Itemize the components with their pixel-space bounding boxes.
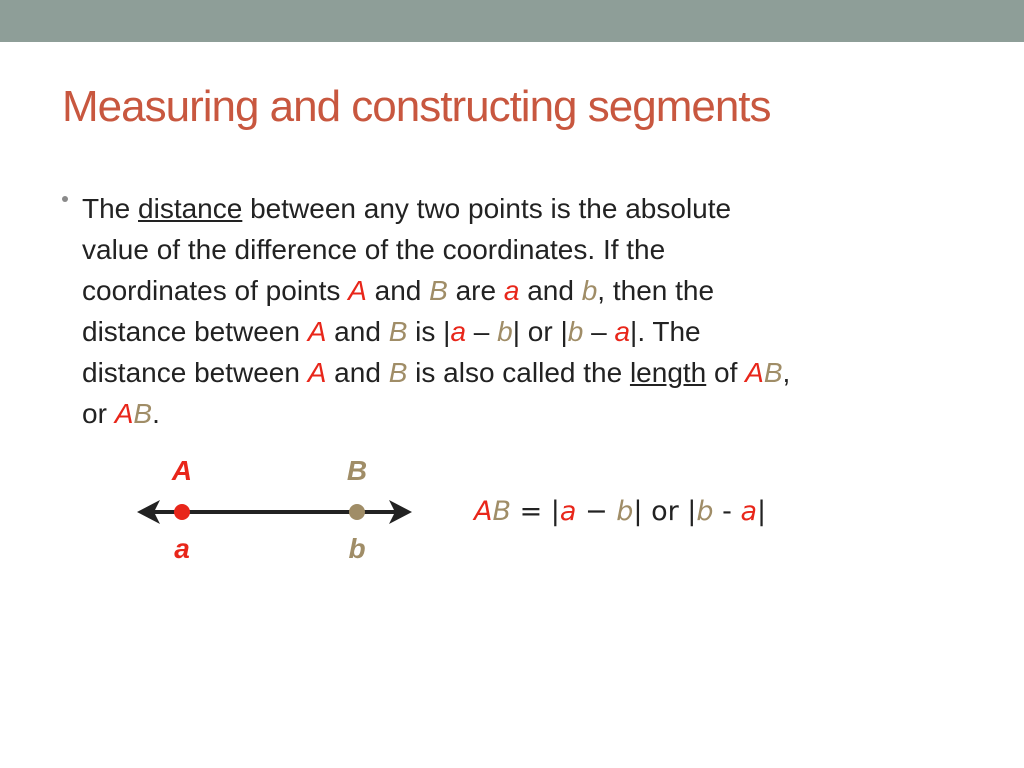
text-run: |. The: [630, 316, 701, 347]
text-run: value of the difference of the coordinates. If the: [82, 234, 666, 265]
text-run: is |: [407, 316, 451, 347]
text-run: –: [466, 316, 498, 347]
term-length: length: [629, 357, 707, 388]
coord-a-label: a: [174, 533, 190, 564]
var-coord-a: a: [503, 275, 520, 306]
text-run: distance between: [82, 357, 308, 388]
text-run: The: [82, 193, 139, 224]
term-distance: distance: [138, 193, 243, 224]
point-B-dot: [349, 504, 365, 520]
var-coord-a: a: [559, 496, 577, 527]
text-run: distance between: [82, 316, 308, 347]
var-point-A: A: [474, 496, 493, 527]
var-coord-b: b: [581, 275, 598, 306]
var-coord-b: b: [497, 316, 513, 347]
var-point-B: B: [133, 398, 153, 429]
var-point-B: B: [429, 275, 448, 306]
var-point-A: A: [114, 398, 134, 429]
text-run: | or |: [633, 496, 697, 527]
text-run: -: [713, 496, 741, 527]
text-run: of: [706, 357, 746, 388]
text-run: |: [756, 496, 767, 527]
var-point-A: A: [348, 275, 367, 306]
text-run: = |: [511, 496, 560, 527]
text-run: is also called the: [407, 357, 630, 388]
var-point-A: A: [307, 357, 327, 388]
text-run: and: [366, 275, 430, 306]
var-coord-b: b: [696, 496, 714, 527]
text-run: −: [576, 496, 617, 527]
text-run: or: [82, 398, 115, 429]
text-run: .: [152, 398, 160, 429]
point-A-dot: [174, 504, 190, 520]
text-run: are: [447, 275, 504, 306]
var-point-A: A: [745, 357, 764, 388]
var-coord-a: a: [614, 316, 631, 347]
coord-b-label: b: [348, 533, 366, 564]
var-point-B: B: [388, 357, 408, 388]
var-point-A: A: [307, 316, 327, 347]
var-coord-b: b: [616, 496, 634, 527]
var-point-B: B: [388, 316, 408, 347]
slide-title: Measuring and constructing segments: [62, 82, 771, 131]
var-point-B: B: [763, 357, 783, 388]
var-point-B: B: [492, 496, 512, 527]
text-run: | or |: [512, 316, 568, 347]
point-B-label: B: [346, 455, 368, 486]
text-run: and: [519, 275, 582, 306]
text-run: coordinates of points: [82, 275, 349, 306]
text-run: and: [326, 357, 389, 388]
text-run: ,: [782, 357, 791, 388]
text-run: and: [326, 316, 389, 347]
text-run: –: [583, 316, 615, 347]
var-coord-a: a: [450, 316, 467, 347]
point-A-label: A: [171, 455, 193, 486]
var-coord-b: b: [567, 316, 584, 347]
distance-formula: [474, 496, 766, 527]
text-run: , then the: [597, 275, 715, 306]
var-coord-a: a: [740, 496, 757, 527]
text-run: between any two points is the absolute: [242, 193, 732, 224]
